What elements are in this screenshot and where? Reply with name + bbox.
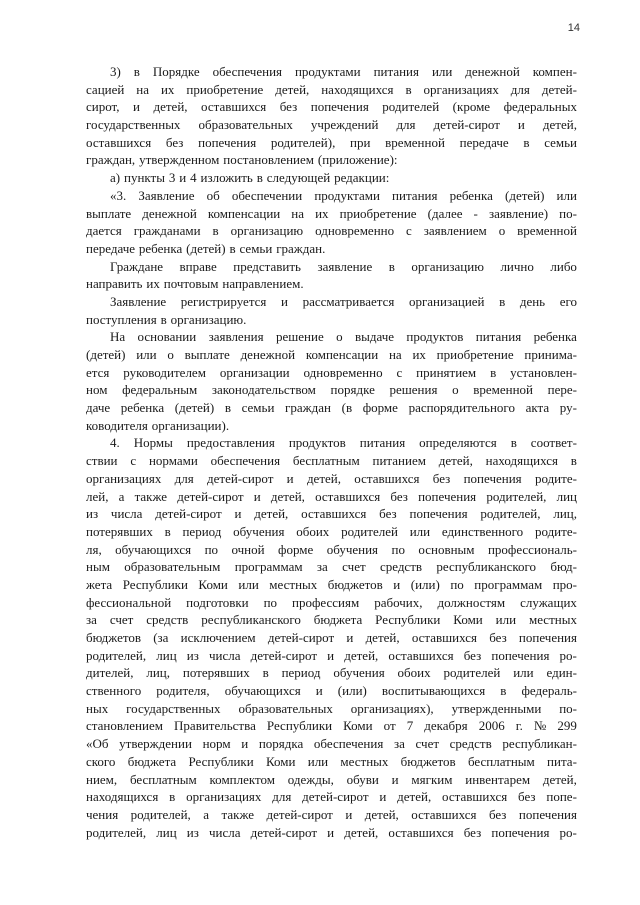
text-line: лей, а также детей-сирот и детей, оставшихся без попечения родителей, лиц xyxy=(86,488,577,504)
text-line: ственного родителя, обучающихся и (или) воспитывающихся в федераль- xyxy=(86,683,577,699)
text-line: поступления в организацию. xyxy=(86,311,247,327)
text-line: граждан, утвержденном постановлением (приложение): xyxy=(86,152,398,168)
text-line: сацией на их приобретение детей, находящихся в организациях для детей- xyxy=(86,81,577,97)
text-line: передаче ребенка (детей) в семьи граждан. xyxy=(86,240,326,256)
text-line: ным образовательным программам за счет средств республиканского бюд- xyxy=(86,559,577,575)
paragraph xyxy=(86,258,577,293)
text-line: за счет средств республиканского бюджета Республики Коми или местных xyxy=(86,612,577,628)
text-line: ется руководителем организации одновременно с принятием в установлен- xyxy=(86,364,577,380)
text-line: направить их почтовым направлением. xyxy=(86,276,304,292)
text-line: чения родителей, а также детей-сирот и детей, оставшихся без попечения xyxy=(86,806,577,822)
text-line: ководителя организации). xyxy=(86,417,230,433)
text-line: находящихся в организациях для детей-сирот и детей, оставшихся без попе- xyxy=(86,789,577,805)
text-line: ля, обучающихся по очной форме обучения по основным профессиональ- xyxy=(86,541,577,557)
body-text xyxy=(86,63,577,841)
text-line: государственных образовательных учреждений для детей-сирот и детей, xyxy=(86,117,577,133)
paragraph xyxy=(86,293,577,328)
text-line: 4. Нормы предоставления продуктов питания определяются в соответ- xyxy=(110,435,577,451)
paragraph xyxy=(86,169,577,187)
text-line: а) пункты 3 и 4 изложить в следующей редакции: xyxy=(110,170,390,186)
text-line: бюджетов (за исключением детей-сирот и детей, оставшихся без попечения xyxy=(86,630,577,645)
text-line: Граждане вправе представить заявление в организацию лично либо xyxy=(110,258,577,274)
paragraph xyxy=(86,63,577,169)
text-line: оставшихся без попечения родителей), при временной передаче в семьи xyxy=(86,134,577,150)
text-line: ных государственных образовательных организациях), утвержденными по- xyxy=(86,700,577,716)
text-line: организациях для детей-сирот и детей, оставшихся без попечения родите- xyxy=(86,470,577,486)
paragraph xyxy=(86,187,577,258)
text-line: (детей) или о выплате денежной компенсации на их приобретение принима- xyxy=(86,347,577,362)
text-line: ского бюджета Республики Коми или местных бюджетов бесплатным пита- xyxy=(86,753,577,769)
text-line: дается гражданами в организацию одновременно с заявлением о временной xyxy=(86,223,577,239)
text-line: ствии с нормами обеспечения бесплатным питанием детей, находящихся в xyxy=(86,453,577,469)
page-number: 14 xyxy=(567,22,580,34)
text-line: «3. Заявление об обеспечении продуктами питания ребенка (детей) или xyxy=(110,187,577,203)
text-line: из числа детей-сирот и детей, оставшихся без попечения родителей, лиц, xyxy=(86,506,577,522)
paragraph xyxy=(86,328,577,434)
text-line: «Об утверждении норм и порядка обеспечения за счет средств республикан- xyxy=(86,736,577,752)
text-line: даче ребенка (детей) в семьи граждан (в форме распорядительного акта ру- xyxy=(86,400,577,416)
text-line: дителей, лиц, потерявших в период обучения обоих родителей или един- xyxy=(86,665,577,681)
text-line: потерявших в период обучения обоих родителей или единственного родите- xyxy=(86,523,577,539)
paragraph xyxy=(86,434,577,841)
text-line: ном федеральным законодательством порядке решения о временной пере- xyxy=(86,382,577,398)
text-line: становлением Правительства Республики Коми от 7 декабря 2006 г. № 299 xyxy=(86,718,577,734)
text-line: выплате денежной компенсации на их приобретение (далее - заявление) по- xyxy=(86,205,577,221)
text-line: родителей, лиц из числа детей-сирот и детей, оставшихся без попечения ро- xyxy=(86,647,577,663)
text-line: На основании заявления решение о выдаче продуктов питания ребенка xyxy=(110,329,577,345)
text-line: нием, бесплатным комплектом одежды, обуви и мягким инвентарем детей, xyxy=(86,771,577,787)
text-line: фессиональной подготовки по профессиям рабочих, должностям служащих xyxy=(86,594,577,610)
text-line: 3) в Порядке обеспечения продуктами питания или денежной компен- xyxy=(110,64,577,79)
text-line: сирот, и детей, оставшихся без попечения родителей (кроме федеральных xyxy=(86,99,577,115)
text-line: жета Республики Коми или местных бюджетов и (или) по программам про- xyxy=(86,576,577,592)
text-line: родителей, лиц из числа детей-сирот и детей, оставшихся без попечения ро- xyxy=(86,824,577,840)
text-line: Заявление регистрируется и рассматривается организацией в день его xyxy=(110,293,577,309)
